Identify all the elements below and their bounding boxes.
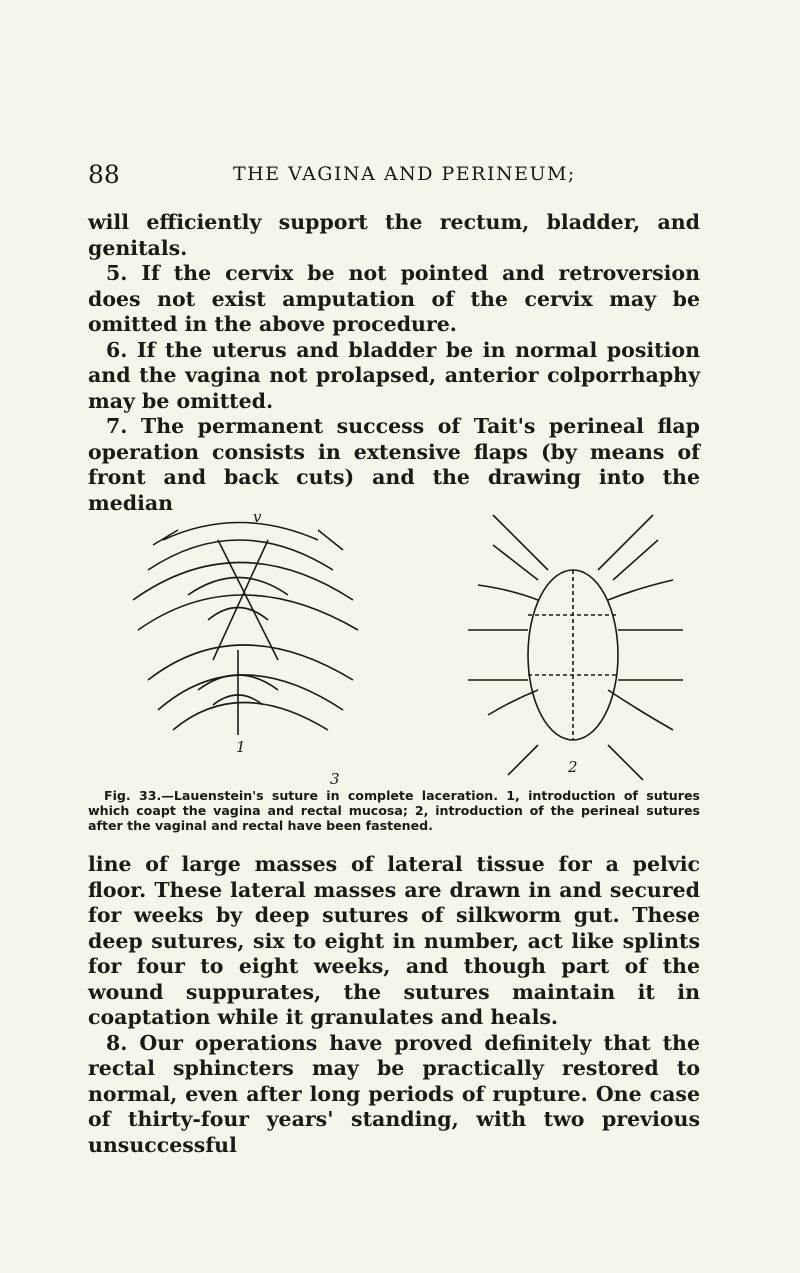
text-block-bottom	[88, 852, 700, 1158]
paragraph-continuation: will efficiently support the rectum, bladder, and genitals.	[88, 210, 700, 260]
label-2: 2	[568, 758, 578, 776]
page-number: 88	[88, 160, 120, 189]
figure-33	[118, 500, 708, 785]
paragraph-8: 8. Our operations have proved definitely that the rectal sphincters may be practically restored to normal, even after long periods of rupture. One case of thirty-four years' standing, with two previous unsuccessful	[88, 1030, 700, 1157]
text-block-top	[88, 210, 700, 516]
label-v: v	[253, 508, 262, 526]
label-1: 1	[236, 738, 246, 756]
label-3: 3	[330, 770, 340, 785]
running-head: THE VAGINA AND PERINEUM;	[233, 163, 576, 185]
right-suture-drawing	[468, 515, 683, 780]
left-suture-drawing	[133, 523, 358, 736]
page-header	[88, 160, 708, 196]
suture-diagram	[118, 500, 708, 785]
paragraph-6: 6. If the uterus and bladder be in normal position and the vagina not prolapsed, anterior colporrhaphy may be omitted.	[88, 337, 700, 413]
caption-text: Fig. 33.—Lauenstein's suture in complete laceration. 1, introduction of sutures which coapt the vagina and rectal mucosa; 2, introduction of the perineal sutures after the vaginal and rectal have been fastened.	[88, 788, 700, 833]
figure-caption	[88, 788, 700, 833]
paragraph-7-continued: line of large masses of lateral tissue for a pelvic floor. These lateral masses are drawn in and secured for weeks by deep sutures of silkworm gut. These deep sutures, six to eight in number, act like splints for four to eight weeks, and though part of the wound suppurates, the sutures maintain it in coaptation while it granulates and heals.	[88, 852, 700, 1029]
paragraph-7: 7. The permanent success of Tait's perineal flap operation consists in extensive flaps (by means of front and back cuts) and the drawing into the median	[88, 414, 700, 515]
paragraph-5: 5. If the cervix be not pointed and retroversion does not exist amputation of the cervix may be omitted in the above procedure.	[88, 261, 700, 336]
